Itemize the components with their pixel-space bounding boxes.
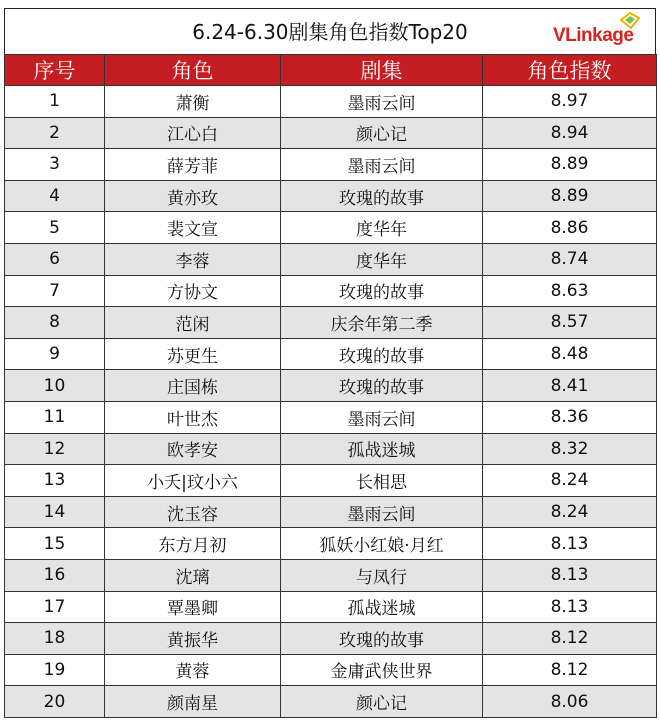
column-header-index: 角色指数 xyxy=(483,55,657,86)
rank-cell: 1 xyxy=(5,86,105,118)
index-cell: 8.13 xyxy=(483,528,657,560)
role-cell: 李蓉 xyxy=(105,243,281,275)
drama-cell: 长相思 xyxy=(281,465,483,497)
drama-cell: 墨雨云间 xyxy=(281,496,483,528)
role-cell: 薛芳菲 xyxy=(105,149,281,181)
drama-cell: 金庸武侠世界 xyxy=(281,654,483,686)
column-header-role: 角色 xyxy=(105,55,281,86)
index-cell: 8.24 xyxy=(483,465,657,497)
drama-cell: 颜心记 xyxy=(281,686,483,718)
table-row xyxy=(5,623,657,655)
role-cell: 范闲 xyxy=(105,307,281,339)
index-cell: 8.48 xyxy=(483,338,657,370)
index-cell: 8.12 xyxy=(483,654,657,686)
rank-cell: 20 xyxy=(5,686,105,718)
rank-cell: 4 xyxy=(5,180,105,212)
rank-cell: 14 xyxy=(5,496,105,528)
role-cell: 覃墨卿 xyxy=(105,591,281,623)
drama-cell: 孤战迷城 xyxy=(281,433,483,465)
role-cell: 东方月初 xyxy=(105,528,281,560)
logo-text: VLinkage xyxy=(553,25,634,46)
table-row xyxy=(5,654,657,686)
role-cell: 方协文 xyxy=(105,275,281,307)
table-row xyxy=(5,433,657,465)
index-cell: 8.94 xyxy=(483,117,657,149)
rank-cell: 17 xyxy=(5,591,105,623)
drama-cell: 度华年 xyxy=(281,212,483,244)
drama-cell: 玫瑰的故事 xyxy=(281,623,483,655)
rank-cell: 16 xyxy=(5,559,105,591)
rank-cell: 7 xyxy=(5,275,105,307)
index-cell: 8.89 xyxy=(483,180,657,212)
role-cell: 黄蓉 xyxy=(105,654,281,686)
drama-cell: 玫瑰的故事 xyxy=(281,275,483,307)
table-row xyxy=(5,370,657,402)
role-cell: 叶世杰 xyxy=(105,401,281,433)
rank-cell: 11 xyxy=(5,401,105,433)
rank-cell: 12 xyxy=(5,433,105,465)
role-cell: 欧孝安 xyxy=(105,433,281,465)
title-row xyxy=(4,8,656,54)
page-title: 6.24-6.30剧集角色指数Top20 xyxy=(192,20,468,44)
table-row xyxy=(5,528,657,560)
rank-cell: 6 xyxy=(5,243,105,275)
role-cell: 沈璃 xyxy=(105,559,281,591)
table-row xyxy=(5,212,657,244)
role-cell: 沈玉容 xyxy=(105,496,281,528)
rank-cell: 19 xyxy=(5,654,105,686)
table-row xyxy=(5,591,657,623)
role-cell: 黄振华 xyxy=(105,623,281,655)
table-header xyxy=(5,55,657,86)
index-cell: 8.89 xyxy=(483,149,657,181)
drama-cell: 墨雨云间 xyxy=(281,401,483,433)
table-row xyxy=(5,686,657,718)
rank-cell: 5 xyxy=(5,212,105,244)
drama-cell: 玫瑰的故事 xyxy=(281,370,483,402)
role-cell: 苏更生 xyxy=(105,338,281,370)
drama-cell: 孤战迷城 xyxy=(281,591,483,623)
table-row xyxy=(5,307,657,339)
drama-cell: 狐妖小红娘·月红 xyxy=(281,528,483,560)
table-row xyxy=(5,243,657,275)
table-row xyxy=(5,149,657,181)
rank-cell: 9 xyxy=(5,338,105,370)
rank-cell: 10 xyxy=(5,370,105,402)
index-cell: 8.12 xyxy=(483,623,657,655)
table-row xyxy=(5,465,657,497)
drama-cell: 庆余年第二季 xyxy=(281,307,483,339)
role-cell: 庄国栋 xyxy=(105,370,281,402)
role-cell: 小夭|玟小六 xyxy=(105,465,281,497)
index-cell: 8.36 xyxy=(483,401,657,433)
column-header-drama: 剧集 xyxy=(281,55,483,86)
rank-cell: 15 xyxy=(5,528,105,560)
role-cell: 颜南星 xyxy=(105,686,281,718)
index-cell: 8.41 xyxy=(483,370,657,402)
index-cell: 8.57 xyxy=(483,307,657,339)
index-cell: 8.24 xyxy=(483,496,657,528)
rank-cell: 3 xyxy=(5,149,105,181)
role-cell: 裴文宣 xyxy=(105,212,281,244)
column-header-rank: 序号 xyxy=(5,55,105,86)
rank-cell: 2 xyxy=(5,117,105,149)
table-row xyxy=(5,338,657,370)
table-row xyxy=(5,496,657,528)
ranking-sheet xyxy=(4,8,656,718)
table-row xyxy=(5,117,657,149)
role-cell: 黄亦玫 xyxy=(105,180,281,212)
table-row xyxy=(5,180,657,212)
ranking-table xyxy=(4,54,657,718)
rank-cell: 8 xyxy=(5,307,105,339)
index-cell: 8.06 xyxy=(483,686,657,718)
index-cell: 8.13 xyxy=(483,591,657,623)
drama-cell: 玫瑰的故事 xyxy=(281,338,483,370)
drama-cell: 颜心记 xyxy=(281,117,483,149)
index-cell: 8.97 xyxy=(483,86,657,118)
table-row xyxy=(5,275,657,307)
rank-cell: 18 xyxy=(5,623,105,655)
table-row xyxy=(5,401,657,433)
index-cell: 8.32 xyxy=(483,433,657,465)
role-cell: 江心白 xyxy=(105,117,281,149)
index-cell: 8.74 xyxy=(483,243,657,275)
drama-cell: 墨雨云间 xyxy=(281,149,483,181)
table-row xyxy=(5,559,657,591)
index-cell: 8.13 xyxy=(483,559,657,591)
role-cell: 萧衡 xyxy=(105,86,281,118)
drama-cell: 与凤行 xyxy=(281,559,483,591)
drama-cell: 玫瑰的故事 xyxy=(281,180,483,212)
drama-cell: 墨雨云间 xyxy=(281,86,483,118)
vlinkage-logo xyxy=(553,15,649,49)
index-cell: 8.86 xyxy=(483,212,657,244)
rank-cell: 13 xyxy=(5,465,105,497)
table-row xyxy=(5,86,657,118)
drama-cell: 度华年 xyxy=(281,243,483,275)
index-cell: 8.63 xyxy=(483,275,657,307)
